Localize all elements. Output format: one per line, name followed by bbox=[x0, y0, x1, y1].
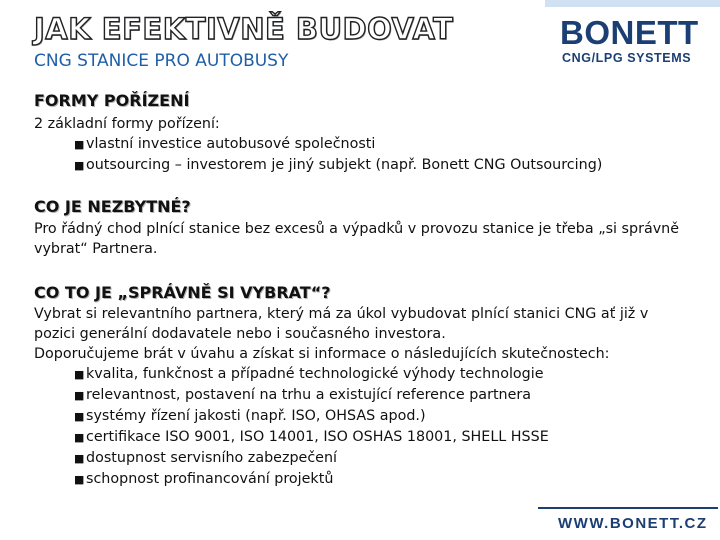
square-bullet-icon: ■ bbox=[74, 159, 85, 172]
page-title: JAK EFEKTIVNĚ BUDOVAT bbox=[34, 12, 454, 46]
section-heading-necessary: CO JE NEZBYTNÉ? bbox=[34, 197, 191, 216]
footer-url[interactable]: WWW.BONETT.CZ bbox=[558, 515, 708, 532]
list-item: ■ schopnost profinancování projektů bbox=[34, 469, 684, 490]
footer bbox=[538, 507, 718, 532]
footer-divider bbox=[538, 507, 718, 509]
list-item: ■ dostupnost servisního zabezpečení bbox=[34, 448, 684, 469]
top-accent-bar bbox=[545, 0, 720, 7]
section-choose-body bbox=[34, 304, 684, 490]
list-item: ■ systémy řízení jakosti (např. ISO, OHSAS apod.) bbox=[34, 406, 684, 427]
square-bullet-icon: ■ bbox=[74, 368, 85, 381]
section-choose-recommend: Doporučujeme brát v úvahu a získat si informace o následujících skutečnostech: bbox=[34, 346, 610, 362]
page-subtitle: CNG STANICE PRO AUTOBUSY bbox=[34, 51, 289, 71]
square-bullet-icon: ■ bbox=[74, 138, 85, 151]
logo-name: BONETT bbox=[560, 14, 699, 51]
section-forms-body bbox=[34, 114, 684, 176]
section-forms-intro: 2 základní formy pořízení: bbox=[34, 116, 220, 132]
list-item: ■ vlastní investice autobusové společnosti bbox=[34, 134, 684, 155]
logo-tagline: CNG/LPG SYSTEMS bbox=[562, 51, 692, 65]
list-item: ■ outsourcing – investorem je jiný subjekt (např. Bonett CNG Outsourcing) bbox=[34, 155, 684, 176]
square-bullet-icon: ■ bbox=[74, 452, 85, 465]
square-bullet-icon: ■ bbox=[74, 410, 85, 423]
section-heading-forms: FORMY POŘÍZENÍ bbox=[34, 91, 190, 110]
square-bullet-icon: ■ bbox=[74, 389, 85, 402]
square-bullet-icon: ■ bbox=[74, 473, 85, 486]
bonett-logo bbox=[560, 14, 699, 65]
section-choose-text: Vybrat si relevantního partnera, který má za úkol vybudovat plnící stanici CNG ať již v pozici generální dodavatele nebo i současného investora. bbox=[34, 306, 649, 342]
list-item: ■ relevantnost, postavení na trhu a existující reference partnera bbox=[34, 385, 684, 406]
list-item: ■ certifikace ISO 9001, ISO 14001, ISO OSHAS 18001, SHELL HSSE bbox=[34, 427, 684, 448]
forms-bullet-list bbox=[34, 134, 684, 176]
section-heading-choose: CO TO JE „SPRÁVNĚ SI VYBRAT“? bbox=[34, 283, 331, 302]
square-bullet-icon: ■ bbox=[74, 431, 85, 444]
choose-bullet-list bbox=[34, 364, 684, 490]
list-item: ■ kvalita, funkčnost a případné technologické výhody technologie bbox=[34, 364, 684, 385]
section-necessary-text: Pro řádný chod plnící stanice bez excesů a výpadků v provozu stanice je třeba „si správně vybrat“ Partnera. bbox=[34, 221, 680, 257]
